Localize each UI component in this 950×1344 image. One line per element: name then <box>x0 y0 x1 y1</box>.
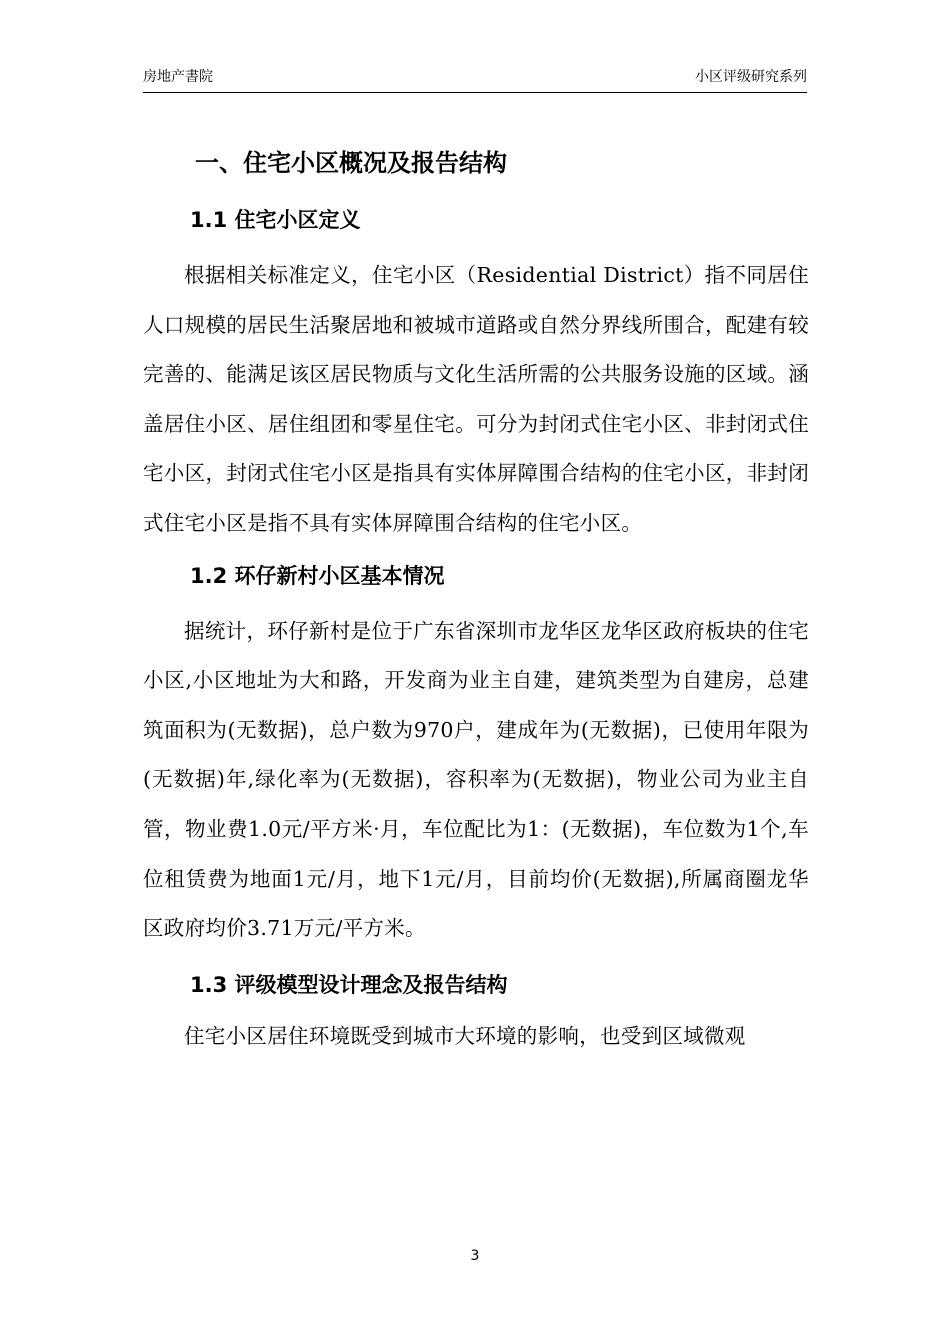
header-series-title: 小区评级研究系列 <box>695 69 807 85</box>
page-header <box>143 66 807 93</box>
section-title-1-3: 1.3 评级模型设计理念及报告结构 <box>190 972 508 997</box>
section-body-1-2: 据统计，环仔新村是位于广东省深圳市龙华区龙华区政府板块的住宅小区,小区地址为大和路，开发商为业主自建，建筑类型为自建房，总建筑面积为(无数据)，总户数为970户，建成年为(无数据)，已使用年限为(无数据)年,绿化率为(无数据)，容积率为(无数据)，物业公司为业主自管，物业费1.0元/平方米·月，车位配比为1：(无数据)，车位数为1个,车位租赁费为地面1元/月，地下1元/月，目前均价(无数据),所属商圈龙华区政府均价3.71万元/平方米。 <box>143 618 809 941</box>
header-publisher: 房地产書院 <box>143 69 213 85</box>
page-number: 3 <box>470 1248 480 1264</box>
section-title-1-1: 1.1 住宅小区定义 <box>190 208 361 232</box>
page-body <box>143 140 809 1061</box>
section-body-1-3: 住宅小区居住环境既受到城市大环境的影响，也受到区域微观 <box>184 1023 746 1048</box>
section-title-1-2: 1.2 环仔新村小区基本情况 <box>190 563 445 588</box>
section-body-1-1: 根据相关标准定义，住宅小区（Residential District）指不同居住人口规模的居民生活聚居地和被城市道路或自然分界线所围合，配建有较完善的、能满足该区居民物质与文化生活所需的公共服务设施的区域。涵盖居住小区、居住组团和零星住宅。可分为封闭式住宅小区、非封闭式住宅小区，封闭式住宅小区是指具有实体屏障围合结构的住宅小区，非封闭式住宅小区是指不具有实体屏障围合结构的住宅小区。 <box>143 263 809 535</box>
chapter-title: 一、住宅小区概况及报告结构 <box>195 149 507 177</box>
